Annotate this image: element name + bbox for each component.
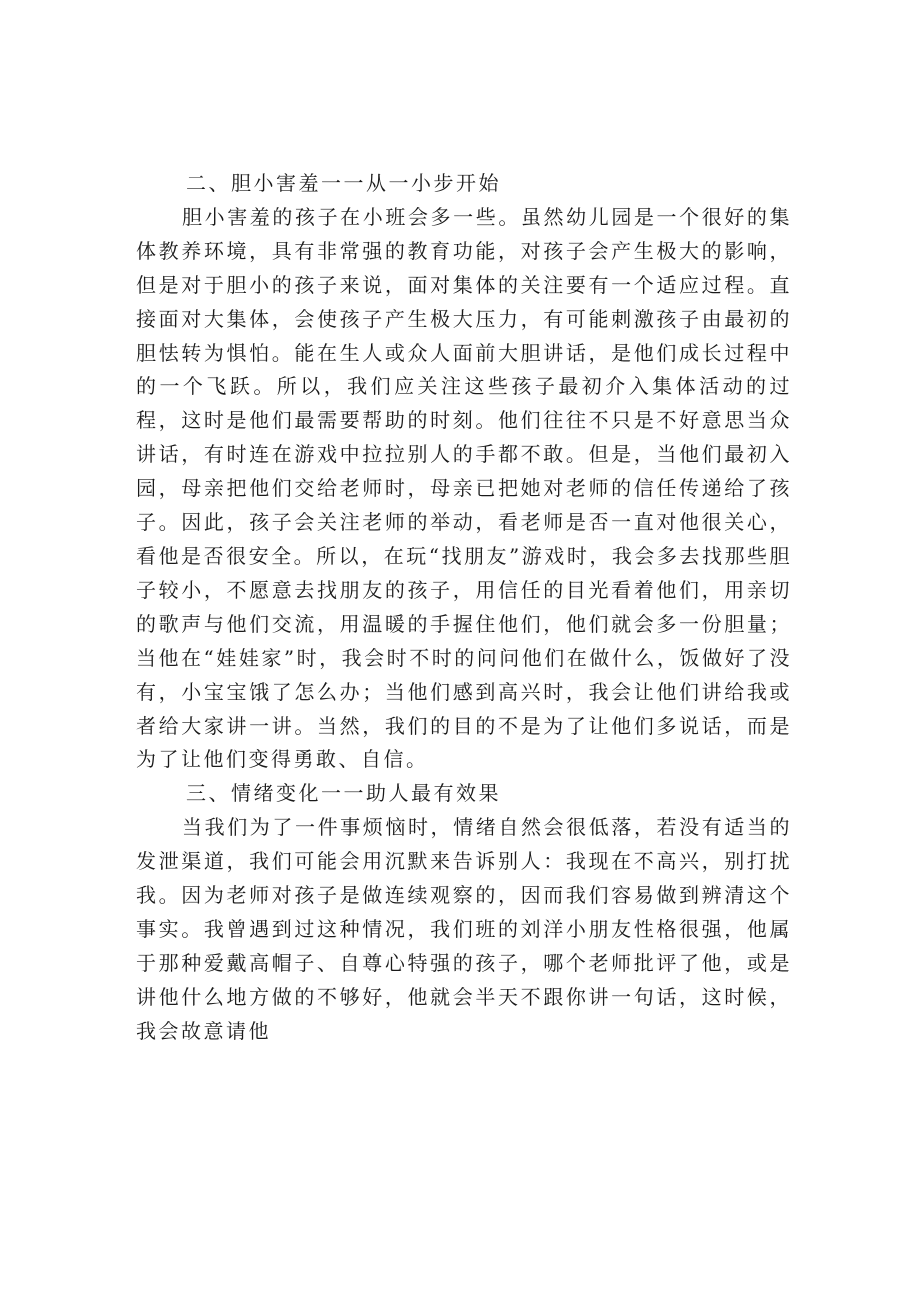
document-body	[136, 167, 792, 1049]
section-paragraph-3: 当我们为了一件事烦恼时，情绪自然会很低落，若没有适当的发泄渠道，我们可能会用沉默来告诉别人：我现在不高兴，别打扰我。因为老师对孩子是做连续观察的，因而我们容易做到辨清这个事实。我曾遇到过这种情况，我们班的刘洋小朋友性格很强，他属于那种爱戴高帽子、自尊心特强的孩子，哪个老师批评了他，或是讲他什么地方做的不够好，他就会半天不跟你讲一句话，这时候，我会故意请他	[136, 815, 792, 1043]
section-heading-3: 三、情绪变化一一助人最有效果	[186, 781, 501, 806]
section-paragraph-2: 胆小害羞的孩子在小班会多一些。虽然幼儿园是一个很好的集体教养环境，具有非常强的教育功能，对孩子会产生极大的影响，但是对于胆小的孩子来说，面对集体的关注要有一个适应过程。直接面对大集体，会使孩子产生极大压力，有可能刺激孩子由最初的胆怯转为惧怕。能在生人或众人面前大胆讲话，是他们成长过程中的一个飞跃。所以，我们应关注这些孩子最初介入集体活动的过程，这时是他们最需要帮助的时刻。他们往往不只是不好意思当众讲话，有时连在游戏中拉拉别人的手都不敢。但是，当他们最初入园，母亲把他们交给老师时，母亲已把她对老师的信任传递给了孩子。因此，孩子会关注老师的举动，看老师是否一直对他很关心，看他是否很安全。所以，在玩“找朋友”游戏时，我会多去找那些胆子较小，不愿意去找朋友的孩子，用信任的目光看着他们，用亲切的歌声与他们交流，用温暖的手握住他们，他们就会多一份胆量；当他在“娃娃家”时，我会时不时的问问他们在做什么，饭做好了没有，小宝宝饿了怎么办；当他们感到高兴时，我会让他们讲给我或者给大家讲一讲。当然，我们的目的不是为了让他们多说话，而是为了让他们变得勇敢、自信。	[136, 204, 792, 772]
section-heading-2: 二、胆小害羞一一从一小步开始	[186, 171, 501, 195]
